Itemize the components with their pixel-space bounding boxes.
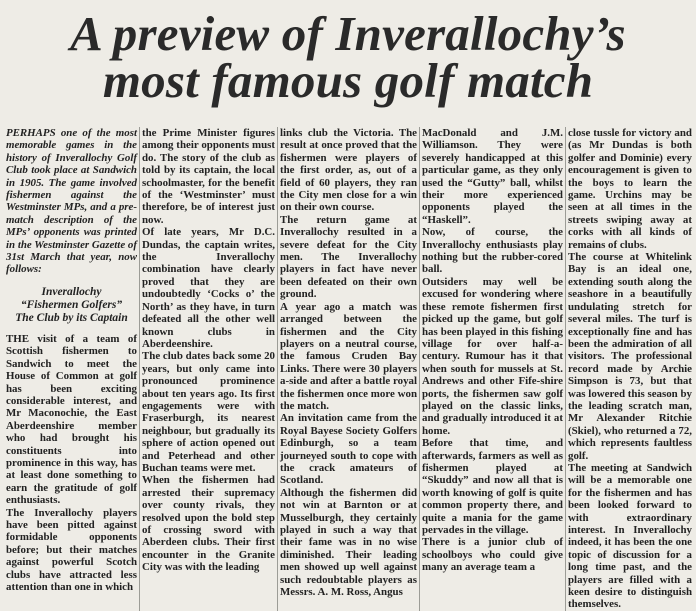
byline-line-1: Inverallochy xyxy=(41,285,102,298)
paragraph: The Inverallochy players have been pitted against formidable opponents before; but their matches against powerful Scotch clubs have attracted less attention than one in which xyxy=(6,506,137,593)
column-divider xyxy=(565,127,566,611)
byline-line-2: “Fishermen Golfers” xyxy=(20,298,123,311)
paragraph: Now, of course, the Inverallochy enthusiasts play nothing but the rubber-cored ball. xyxy=(422,226,563,276)
paragraph: Before that time, and afterwards, farmers as well as fishermen played at “Skuddy” and now all that is worth knowing of golf is quite common property there, and quite a mania for the game pervades in the village. xyxy=(422,437,563,536)
paragraph: links club the Victoria. The result at once proved that the fishermen were players of the first order, as, out of a field of 60 players, they ran the City men close for a win on their own course. xyxy=(280,127,417,214)
paragraph: A year ago a match was arranged between the fishermen and the City players on a neutral course, the famous Cruden Bay Links. There were 30 players a-side and after a battle royal the fishermen once more won the match. xyxy=(280,300,417,412)
column-4 xyxy=(422,127,563,611)
intro-paragraph: PERHAPS one of the most memorable games in the history of Inverallochy Golf Club took place at Sandwich in 1905. The game involved fishermen against the Westminster MPs, and a pre-match description of the MPs’ opponents was printed in the Westminster Gazette of 31st March that year, now follows: xyxy=(6,127,137,276)
paragraph: Of late years, Mr D.C. Dundas, the captain writes, the Inverallochy combination have clearly proved that they are undoubtedly ‘Cocks o’ the North’ as they have, in turn defeated all the other well known clubs in Aberdeenshire. xyxy=(142,226,275,350)
paragraph: the Prime Minister figures among their opponents must do. The story of the club as told by its captain, the local schoolmaster, for the benefit of the ‘Westminster’ must therefore, be of interest just now. xyxy=(142,127,275,226)
paragraph: There is a junior club of schoolboys who could give many an average team a xyxy=(422,536,563,574)
column-divider xyxy=(419,127,420,611)
headline-line-1: A preview of Inverallochy’s xyxy=(70,6,626,61)
paragraph: Although the fishermen did not win at Barnton or at Musselburgh, they certainly played in such a way that their fame was in no wise diminished. Their leading men showed up well against such redoubtable players as Messrs. A. M. Ross, Angus xyxy=(280,486,417,599)
paragraph: close tussle for victory and (as Mr Dundas is both golfer and Dominie) every encouragement is given to the boys to learn the game. Urchins may be seen at all times in the streets swiping away at corks with all kinds of remains of clubs. xyxy=(568,127,692,251)
paragraph: THE visit of a team of Scottish fishermen to Sandwich to meet the House of Common at golf has been exciting considerable interest, and Mr Maconochie, the East Aberdeenshire member who had brought his constituents into prominence in this way, has at least done something to earn the gratitude of golf enthusiasts. xyxy=(6,332,137,507)
paragraph: The return game at Inverallochy resulted in a severe defeat for the City men. The Inverallochy players in fact have never been defeated on their own ground. xyxy=(280,213,417,301)
paragraph: The course at Whitelink Bay is an ideal one, extending south along the seashore in a beautifully undulating stretch for several miles. The turf is exceptionally fine and has been the admiration of all visitors. The professional record made by Archie Simpson is 73, but that was lowered this season by the leading scratch man, Mr Alexander Ritchie (Skiel), who returned a 72, which represents faultless golf. xyxy=(568,251,692,462)
byline-line-3: The Club by its Captain xyxy=(15,311,128,324)
column-divider xyxy=(277,127,278,611)
headline-line-2: most famous golf match xyxy=(102,53,594,108)
paragraph: The club dates back some 20 years, but only came into pronounced prominence about ten years ago. Its first engagements were with Fraserburgh, its nearest neighbour, but gradually its sphere of action opened out and Peterhead and other Buchan teams were met. xyxy=(142,350,275,474)
byline xyxy=(6,286,137,325)
article-columns xyxy=(6,127,692,611)
column-2 xyxy=(142,127,275,611)
headline xyxy=(0,0,696,123)
column-3 xyxy=(280,127,417,611)
paragraph: An invitation came from the Royal Bayese Society Golfers Edinburgh, so a team journeyed south to cope with the crack amateurs of Scotland. xyxy=(280,412,417,487)
column-divider xyxy=(139,127,140,611)
column-1 xyxy=(6,127,137,611)
paragraph: When the fishermen had arrested their supremacy over county rivals, they resolved upon the bold step of crossing sword with Aberdeen clubs. Their first encounter in the Granite City was with the leading xyxy=(142,474,275,574)
paragraph: The meeting at Sandwich will be a memorable one for the fishermen and has been looked forward to with extraordinary interest. In Inverallochy indeed, it has been the one topic of discussion for a long time past, and the players are filled with a keen desire to distinguish themselves. xyxy=(568,461,692,611)
paragraph: Outsiders may well be excused for wondering where these remote fishermen first picked up the game, but golf has been played in this fishing village for over half-a-century. Rumour has it that when south for mussels at St. Andrews and other Fife-shire ports, the fishermen saw golf played on the classic links, and gradually introduced it at home. xyxy=(422,275,563,437)
paragraph: MacDonald and J.M. Williamson. They were severely handicapped at this particular game, as they only used the “Gutty” ball, whilst their more experienced opponents played the “Haskell”. xyxy=(422,127,563,226)
column-5 xyxy=(568,127,692,611)
